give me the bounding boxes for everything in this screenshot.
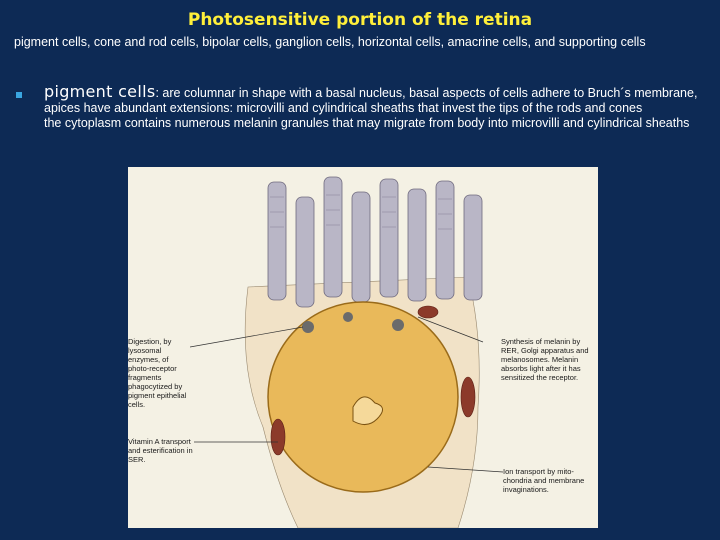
label-synthesis: Synthesis of melanin by RER, Golgi apparatus and melanosomes. Melanin absorbs light after it has sensitized the receptor. (501, 337, 598, 382)
intro-text: pigment cells, cone and rod cells, bipolar cells, ganglion cells, horizontal cells, amacrine cells, and supporting cells (14, 35, 646, 49)
bullet-square-icon (16, 92, 22, 98)
bullet-description-line2: the cytoplasm contains numerous melanin granules that may migrate from body into microvilli and cylindrical sheaths (44, 116, 690, 130)
bullet-term: pigment cells (44, 82, 156, 101)
slide-title: Photosensitive portion of the retina (187, 10, 533, 30)
label-vitamin-a: Vitamin A transport and esterification in SER. (128, 437, 193, 464)
bullet-description: : are columnar in shape with a basal nucleus, basal aspects of cells adhere to Bruch´s membrane, apices have abundant extensions: microvilli and cylindrical sheaths that invest the tips of the rods and cones (44, 86, 698, 115)
retina-illustration (128, 167, 598, 528)
bullet-paragraph (44, 84, 704, 131)
label-digestion: Digestion, by lysosomal enzymes, of photo-receptor fragments phagocytized by pigment epithelial cells. (128, 337, 190, 409)
label-ion-transport: Ion transport by mito-chondria and membrane invaginations. (503, 467, 598, 494)
